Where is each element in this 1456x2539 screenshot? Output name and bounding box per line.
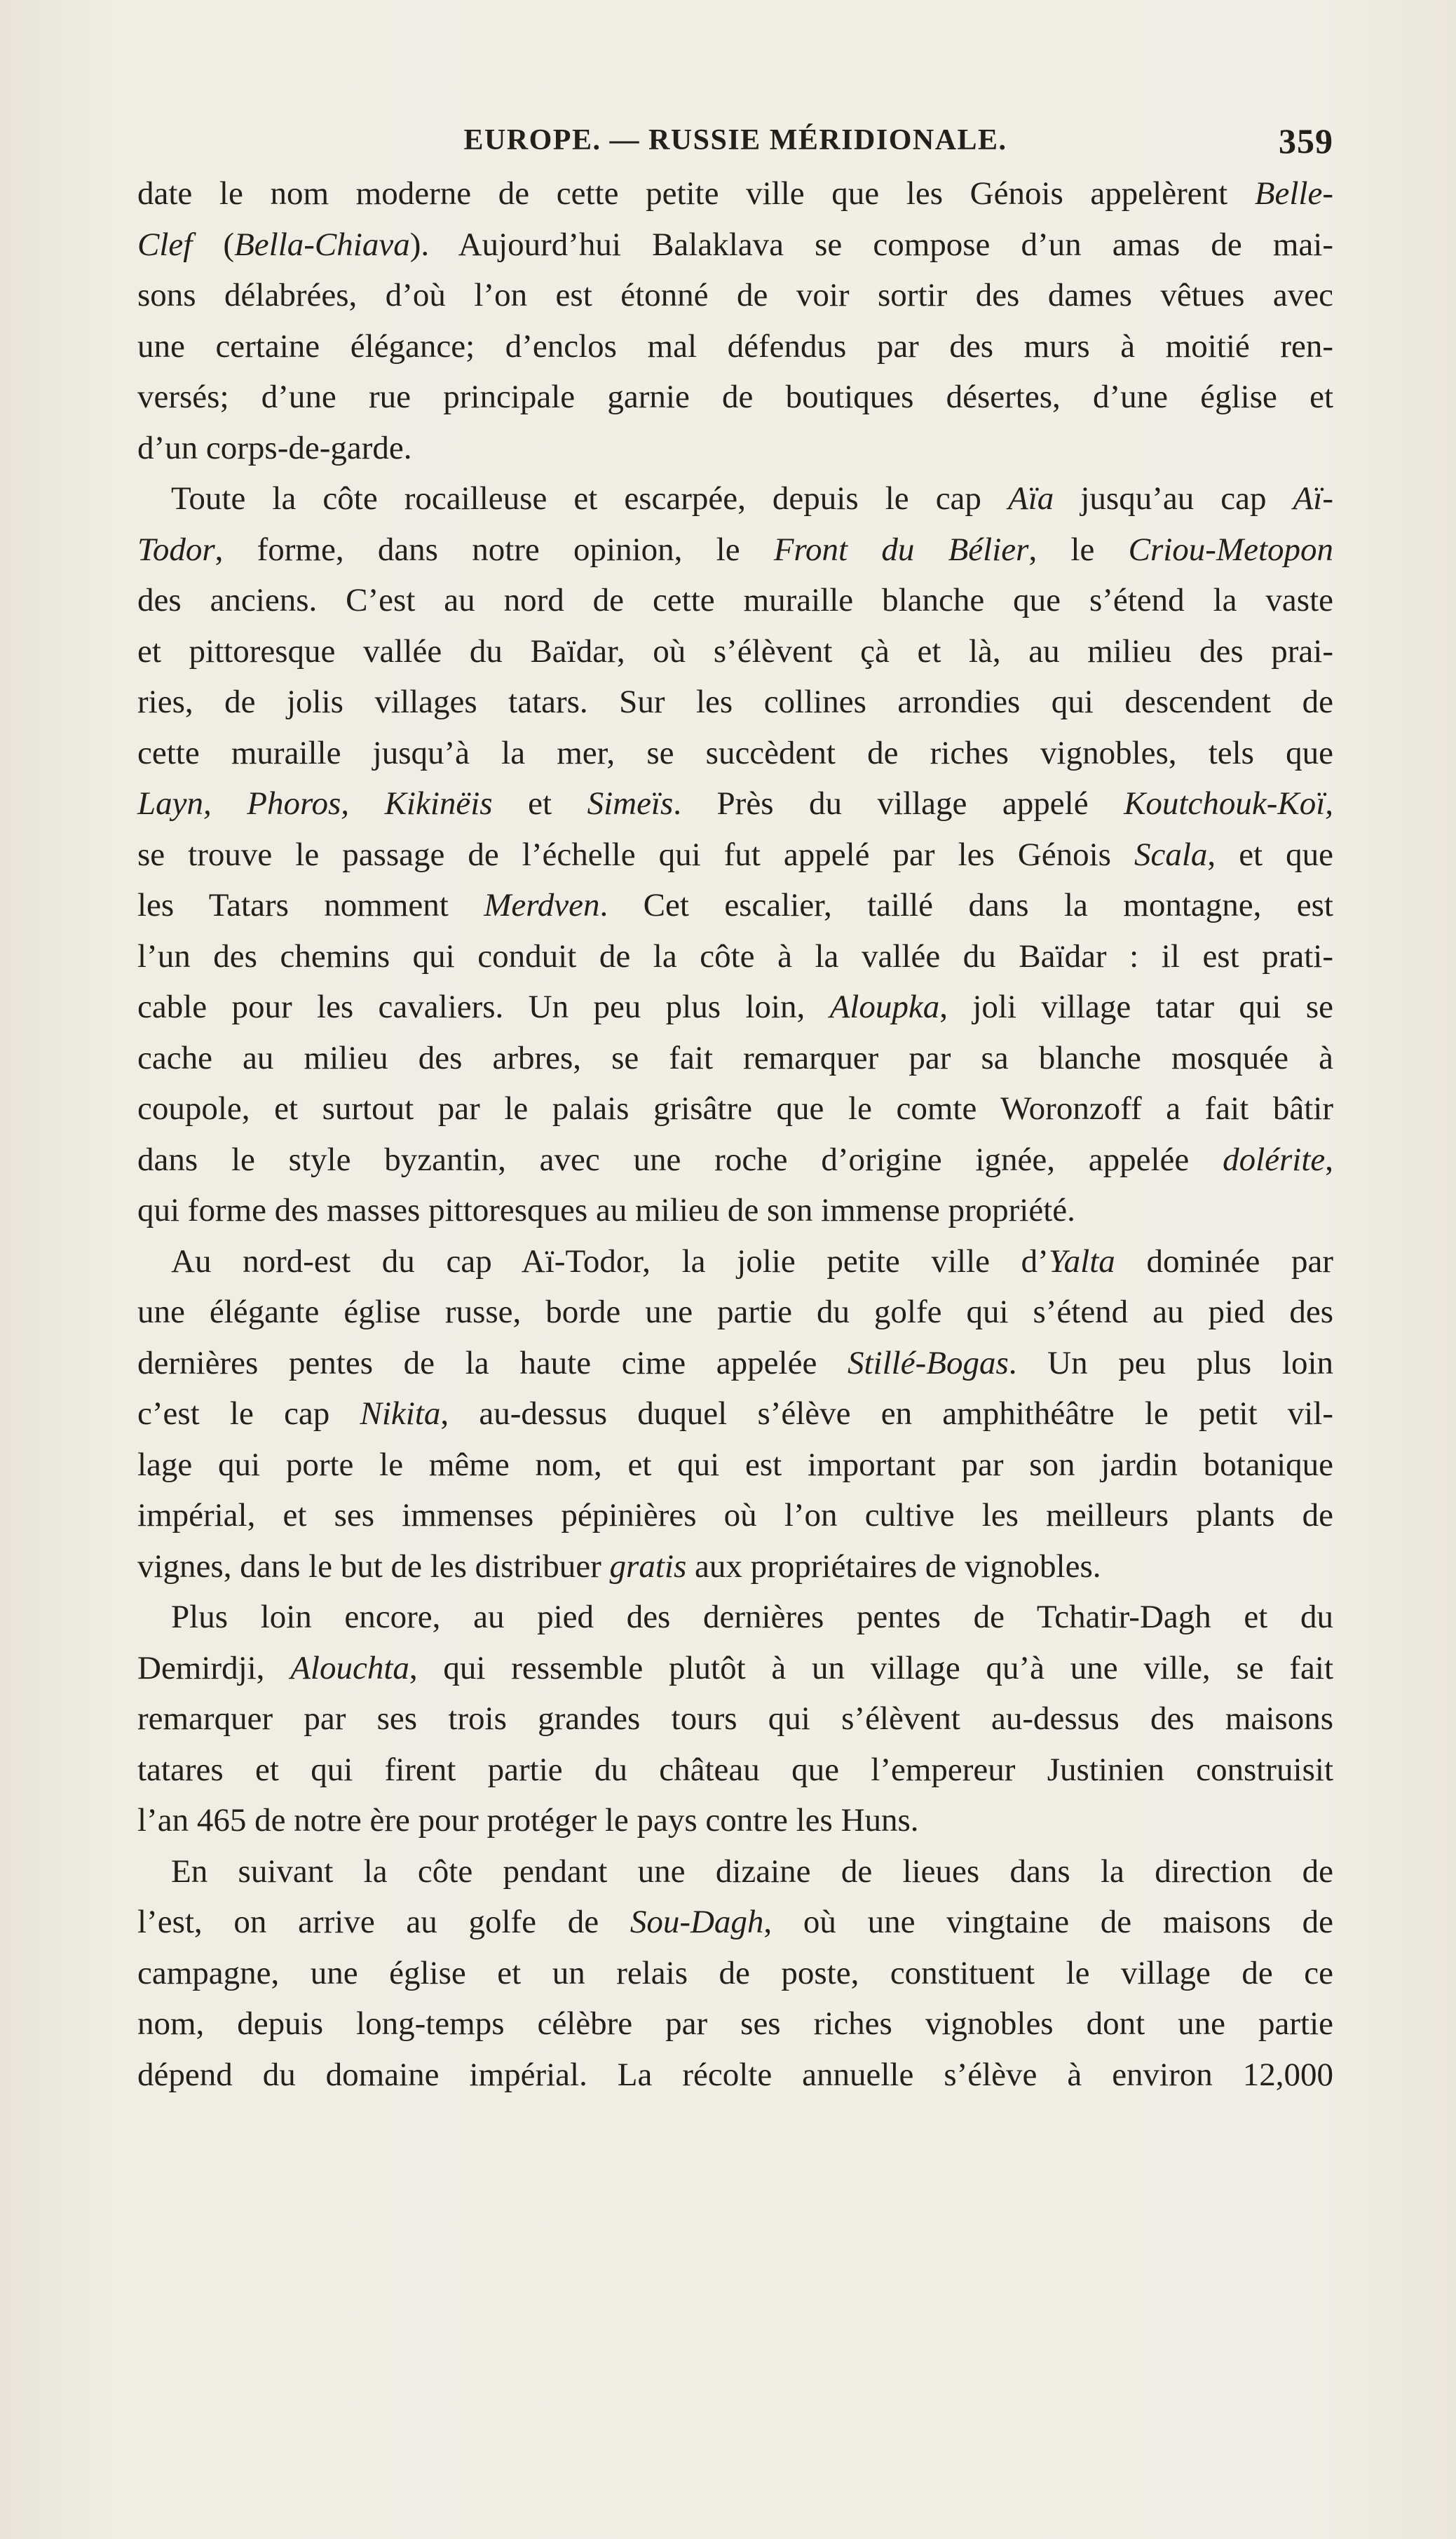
text-line (137, 2050, 1333, 2101)
text-line (137, 168, 1333, 219)
italic-term: Front du Bélier (773, 531, 1029, 568)
text-segment: et (492, 785, 587, 822)
text-segment: . Cet escalier, taillé dans la montagne, est (599, 887, 1333, 923)
text-line (137, 1135, 1333, 1186)
text-segment: En suivant la côte pendant une dizaine de lieues dans la direction de (171, 1853, 1333, 1890)
text-line (137, 982, 1333, 1033)
italic-term: Merdven (484, 887, 600, 923)
text-line (137, 1592, 1333, 1643)
text-line (137, 1846, 1333, 1897)
text-line (137, 473, 1333, 524)
text-segment: Demirdji, (137, 1649, 291, 1686)
text-line (137, 1745, 1333, 1796)
text-segment: Plus loin encore, au pied des dernières pentes de Tchatir-Dagh et du (171, 1599, 1333, 1635)
text-segment: coupole, et surtout par le palais grisâtre que le comte Woronzoff a fait bâtir (137, 1090, 1333, 1127)
text-line (137, 1998, 1333, 2050)
text-segment: , et que (1207, 836, 1333, 873)
text-line (137, 1541, 1333, 1592)
italic-term: Aï- (1293, 480, 1333, 517)
italic-term: Aïa (1008, 480, 1054, 517)
italic-term: Simeïs (587, 785, 674, 822)
page-number: 359 (1279, 121, 1333, 161)
text-segment: ries, de jolis villages tatars. Sur les collines arrondies qui descendent de (137, 684, 1333, 720)
text-segment: date le nom moderne de cette petite ville que les Génois appelèrent (137, 175, 1255, 212)
text-segment: des anciens. C’est au nord de cette muraille blanche que s’étend la vaste (137, 582, 1333, 618)
page-header (137, 118, 1333, 167)
text-line (137, 1490, 1333, 1541)
text-segment: ). Aujourd’hui Balaklava se compose d’un amas de mai- (409, 226, 1334, 263)
text-line (137, 1795, 1333, 1846)
text-segment: vignes, dans le but de les distribuer (137, 1548, 610, 1585)
italic-term: dolérite (1223, 1141, 1326, 1178)
italic-term: Yalta (1048, 1243, 1115, 1280)
text-segment: . Un peu plus loin (1008, 1344, 1334, 1381)
italic-term: Stillé-Bogas (848, 1344, 1009, 1381)
text-segment: et pittoresque vallée du Baïdar, où s’élèvent çà et là, au milieu des prai- (137, 632, 1333, 670)
text-line (137, 1185, 1333, 1236)
text-line (137, 880, 1333, 931)
text-segment: , au-dessus duquel s’élève en amphithéâtre le petit vil- (440, 1395, 1333, 1432)
text-segment: lage qui porte le même nom, et qui est important par son jardin botanique (137, 1446, 1333, 1483)
italic-term: gratis (609, 1548, 687, 1585)
text-segment: l’est, on arrive au golfe de (137, 1904, 630, 1940)
body-text (137, 168, 1333, 2100)
italic-term: Alouchta (290, 1649, 409, 1686)
italic-term: Todor (137, 531, 215, 568)
italic-term: Criou-Metopon (1128, 531, 1334, 568)
text-line (137, 626, 1333, 677)
text-line (137, 1338, 1333, 1389)
italic-term: Koutchouk-Koï, (1124, 785, 1333, 822)
italic-term: Nikita (360, 1395, 441, 1432)
text-line (137, 372, 1333, 423)
text-segment: sons délabrées, d’où l’on est étonné de voir sortir des dames vêtues avec (137, 277, 1333, 313)
text-segment: dominée par (1115, 1243, 1334, 1280)
text-segment: Toute la côte rocailleuse et escarpée, depuis le cap (171, 480, 1008, 517)
text-line (137, 1440, 1333, 1491)
running-title: EUROPE. — RUSSIE MÉRIDIONALE. (463, 124, 1007, 156)
text-segment: cache au milieu des arbres, se fait remarquer par sa blanche mosquée à (137, 1039, 1333, 1076)
italic-term: Scala (1134, 836, 1208, 873)
text-segment: dans le style byzantin, avec une roche d’origine ignée, appelée (137, 1141, 1223, 1178)
text-segment: nom, depuis long-temps célèbre par ses riches vignobles dont une partie (137, 2005, 1333, 2042)
text-line (137, 575, 1333, 626)
text-segment: , forme, dans notre opinion, le (215, 531, 774, 568)
text-line (137, 270, 1333, 321)
text-segment: c’est le cap (137, 1395, 360, 1432)
text-segment: , le (1028, 531, 1129, 568)
italic-term: Bella-Chiava (234, 226, 410, 263)
text-segment: campagne, une église et un relais de poste, constituent le village de ce (137, 1954, 1333, 1991)
text-line (137, 830, 1333, 881)
text-segment: , joli village tatar qui se (939, 989, 1333, 1025)
italic-term: Clef (137, 226, 193, 263)
text-segment: les Tatars nomment (137, 887, 484, 923)
text-segment: Au nord-est du cap Aï-Todor, la jolie petite ville d’ (171, 1243, 1049, 1280)
text-line (137, 677, 1333, 728)
text-line (137, 1236, 1333, 1287)
text-segment: d’un corps-de-garde. (137, 429, 412, 466)
text-segment: impérial, et ses immenses pépinières où l’on cultive les meilleurs plants de (137, 1497, 1333, 1533)
text-line (137, 1388, 1333, 1440)
text-segment: tatares et qui firent partie du château que l’empereur Justinien construisit (137, 1751, 1333, 1788)
text-segment: dépend du domaine impérial. La récolte annuelle s’élève à environ 12,000 (137, 2056, 1333, 2093)
text-segment: l’un des chemins qui conduit de la côte à la vallée du Baïdar : il est prati- (137, 937, 1333, 975)
text-line (137, 728, 1333, 779)
text-segment: , où une vingtaine de maisons de (763, 1904, 1333, 1940)
italic-term: Belle- (1254, 175, 1333, 212)
text-line (137, 1693, 1333, 1745)
text-segment: cable pour les cavaliers. Un peu plus loin, (137, 989, 830, 1025)
text-line (137, 1897, 1333, 1948)
text-segment: , (1325, 1141, 1333, 1178)
text-line (137, 1287, 1333, 1338)
text-segment: qui forme des masses pittoresques au milieu de son immense propriété. (137, 1192, 1075, 1228)
italic-term: Sou-Dagh (630, 1904, 764, 1940)
text-line (137, 423, 1333, 474)
text-line (137, 1948, 1333, 1999)
text-segment: une certaine élégance; d’enclos mal défendus par des murs à moitié ren- (137, 327, 1333, 365)
text-segment: aux propriétaires de vignobles. (686, 1548, 1101, 1585)
italic-term: Aloupka (829, 989, 940, 1025)
text-segment: versés; d’une rue principale garnie de boutiques désertes, d’une église et (137, 379, 1333, 415)
text-segment: se trouve le passage de l’échelle qui fut appelé par les Génois (137, 836, 1134, 873)
text-segment: remarquer par ses trois grandes tours qui s’élèvent au-dessus des maisons (137, 1700, 1333, 1737)
text-segment: . Près du village appelé (673, 785, 1124, 822)
text-line (137, 219, 1333, 271)
text-segment: jusqu’au cap (1054, 480, 1293, 517)
text-segment: cette muraille jusqu’à la mer, se succèdent de riches vignobles, tels que (137, 734, 1333, 771)
text-line (137, 524, 1333, 576)
text-line (137, 1033, 1333, 1084)
text-line (137, 931, 1333, 982)
text-line (137, 321, 1333, 372)
text-line (137, 1083, 1333, 1135)
text-segment: ( (192, 226, 235, 263)
text-segment: dernières pentes de la haute cime appelée (137, 1344, 848, 1381)
text-line (137, 1643, 1333, 1694)
text-segment: l’an 465 de notre ère pour protéger le pays contre les Huns. (137, 1802, 919, 1839)
text-segment: une élégante église russe, borde une partie du golfe qui s’étend au pied des (137, 1294, 1333, 1330)
italic-term: Layn, Phoros, Kikinëis (137, 785, 493, 822)
text-segment: , qui ressemble plutôt à un village qu’à une ville, se fait (409, 1649, 1334, 1686)
text-line (137, 778, 1333, 830)
